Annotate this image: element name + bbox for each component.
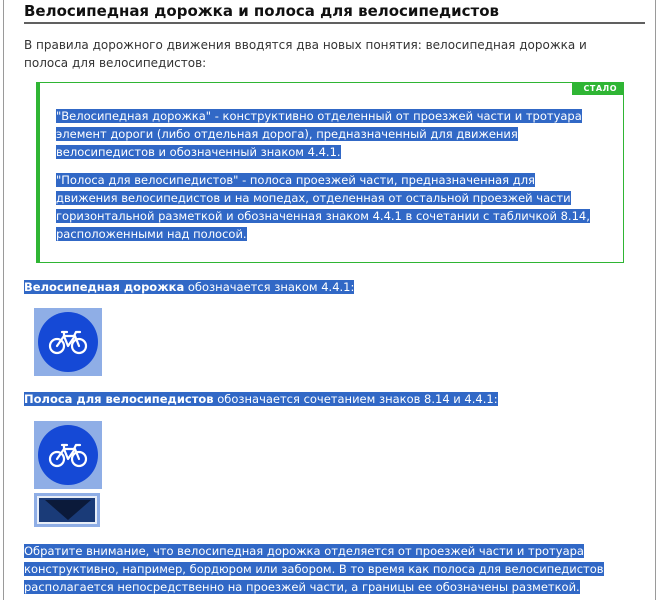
title-divider <box>24 22 645 24</box>
definition-box <box>36 82 624 263</box>
down-arrow-icon <box>39 498 97 522</box>
bike-path-caption-rest: обозначается знаком 4.4.1: <box>184 280 355 294</box>
bicycle-sign-icon <box>34 421 102 489</box>
bike-path-caption[interactable] <box>24 278 634 296</box>
bike-lane-caption[interactable] <box>24 390 634 408</box>
definition-bike-lane[interactable] <box>56 171 596 243</box>
bicycle-sign-icon <box>34 308 102 376</box>
note-text: Обратите внимание, что велосипедная дорожка отделяется от проезжей части и тротуара конструктивно, например, бордюром или забором. В то время как полоса для велосипедистов располагается непосредственно на проезжей части, а границы ее обозначены разметкой. <box>24 544 604 594</box>
down-arrow-plate-icon <box>34 493 100 527</box>
note-paragraph[interactable] <box>24 542 634 596</box>
bike-lane-caption-rest: обозначается сочетанием знаков 8.14 и 4.4.1: <box>213 392 498 406</box>
status-badge: СТАЛО <box>572 83 623 95</box>
bike-lane-caption-bold: Полоса для велосипедистов <box>24 392 214 406</box>
sign-circle <box>38 312 98 372</box>
definition-bike-path[interactable] <box>56 107 596 161</box>
definition-bike-path-text: "Велосипедная дорожка" - конструктивно отделенный от проезжей части и тротуара элемент дороги (либо отдельная дорога), предназначенный для движения велосипедистов и обозначенный знаком 4.4.1. <box>56 109 582 159</box>
bicycle-icon <box>48 442 88 468</box>
bike-path-caption-bold: Велосипедная дорожка <box>24 280 185 294</box>
definition-bike-lane-text: "Полоса для велосипедистов" - полоса проезжей части, предназначенная для движения велосипедистов и на мопедах, отделенная от остальной проезжей части горизонтальной разметкой и обозначенная знаком 4.4.1 в сочетании с табличкой 8.14, расположенными над полосой. <box>56 173 590 241</box>
frame-right-border <box>655 0 656 600</box>
bicycle-icon <box>48 329 88 355</box>
plate-face <box>37 496 97 524</box>
frame-left-border <box>3 0 4 600</box>
sign-circle <box>38 425 98 485</box>
page-title: Велосипедная дорожка и полоса для велосипедистов <box>24 2 499 20</box>
intro-paragraph: В правила дорожного движения вводятся два новых понятия: велосипедная дорожка и полоса для велосипедистов: <box>24 38 587 70</box>
